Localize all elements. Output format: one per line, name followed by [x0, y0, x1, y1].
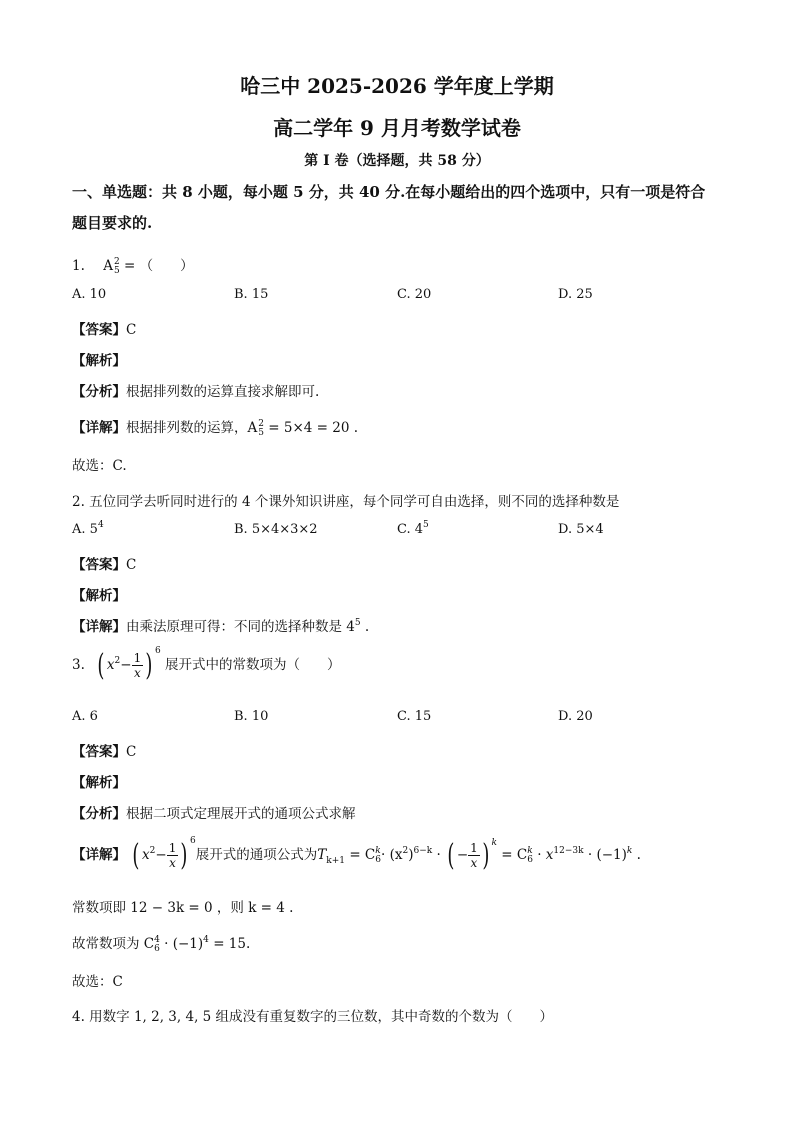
- q1-detail: 【详解】根据排列数的运算，A 2 5 = 5×4 = 20 .: [72, 418, 359, 438]
- q3-choose: 故选：C: [72, 974, 123, 990]
- q3-constant-term: 常数项即 12 − 3k = 0 ，则 k = 4 .: [72, 900, 294, 916]
- q3-answer: 【答案】C: [72, 744, 137, 760]
- q2-option-a: A. $5^4$: [72, 520, 104, 537]
- q3-result: 故常数项为 C 4 6 · $(-1)^4 = 15$.: [72, 934, 251, 954]
- q1-option-c: C. 20: [397, 287, 432, 302]
- question-2-stem: 2. 五位同学去听同时进行的 4 个课外知识讲座，每个同学可自由选择，则不同的选择种数是: [72, 494, 620, 510]
- q1-answer: 【答案】C: [72, 322, 137, 338]
- q1-option-b: B. 15: [234, 287, 269, 302]
- q1-analysis: 【分析】根据排列数的运算直接求解即可.: [72, 384, 320, 400]
- q3-option-b: B. 10: [234, 709, 269, 724]
- exam-subtitle: 高二学年 9 月月考数学试卷: [273, 116, 521, 140]
- volume-heading: 第 I 卷（选择题，共 58 分）: [304, 153, 490, 169]
- question-1-rest: = （ ）: [119, 258, 194, 274]
- section-instruction-line2: 题目要求的.: [72, 214, 153, 232]
- question-3-stem: [72, 648, 340, 683]
- q2-option-b: B. 5×4×3×2: [234, 522, 318, 537]
- q3-analysis-heading: 【解析】: [72, 775, 126, 791]
- q2-option-d: D. 5×4: [558, 522, 604, 537]
- q1-option-a: A. 10: [72, 287, 107, 302]
- q2-detail: 【详解】由乘法原理可得：不同的选择种数是 $4^5$ .: [72, 618, 370, 635]
- q3-option-a: A. 6: [72, 709, 98, 724]
- binomial-expression: ( $x^2-$ $\frac{1}{x}$ ) $^6$: [97, 646, 161, 683]
- permutation-symbol: A 2 5: [103, 256, 120, 276]
- q3-option-d: D. 20: [558, 709, 593, 724]
- q3-option-c: C. 15: [397, 709, 432, 724]
- q1-analysis-heading: 【解析】: [72, 353, 126, 369]
- q1-option-d: D. 25: [558, 287, 593, 302]
- question-4-stem: 4. 用数字 1, 2, 3, 4, 5 组成没有重复数字的三位数，其中奇数的个数为（ ）: [72, 1009, 554, 1025]
- q3-detail: 【详解】 ( $x^2-$ $\frac{1}{x}$ ) $^6$展开式的通项公式为$T_{k+1} = C$ k 6 · $(x^2)^{6-k}$ · ( − $\frac{1}{x}$ ) $^k$ = C k 6 · $x^{12-3k} \cdot (-1)^k$ .: [72, 836, 641, 873]
- q1-choose: 故选：C.: [72, 458, 127, 474]
- q2-analysis-heading: 【解析】: [72, 588, 126, 604]
- section-instruction-line1: 一、单选题：共 8 小题，每小题 5 分，共 40 分.在每小题给出的四个选项中，只有一项是符合: [72, 183, 706, 201]
- question-3-rest: 展开式中的常数项为（ ）: [164, 657, 341, 673]
- exam-title: 哈三中 2025-2026 学年度上学期: [240, 74, 554, 98]
- q2-option-c: C. $4^5$: [397, 520, 429, 537]
- question-number: 3.: [72, 657, 85, 673]
- q2-answer: 【答案】C: [72, 557, 137, 573]
- q3-analysis: 【分析】根据二项式定理展开式的通项公式求解: [72, 806, 356, 822]
- question-number: 1.: [72, 258, 85, 274]
- question-1-stem: [72, 254, 194, 276]
